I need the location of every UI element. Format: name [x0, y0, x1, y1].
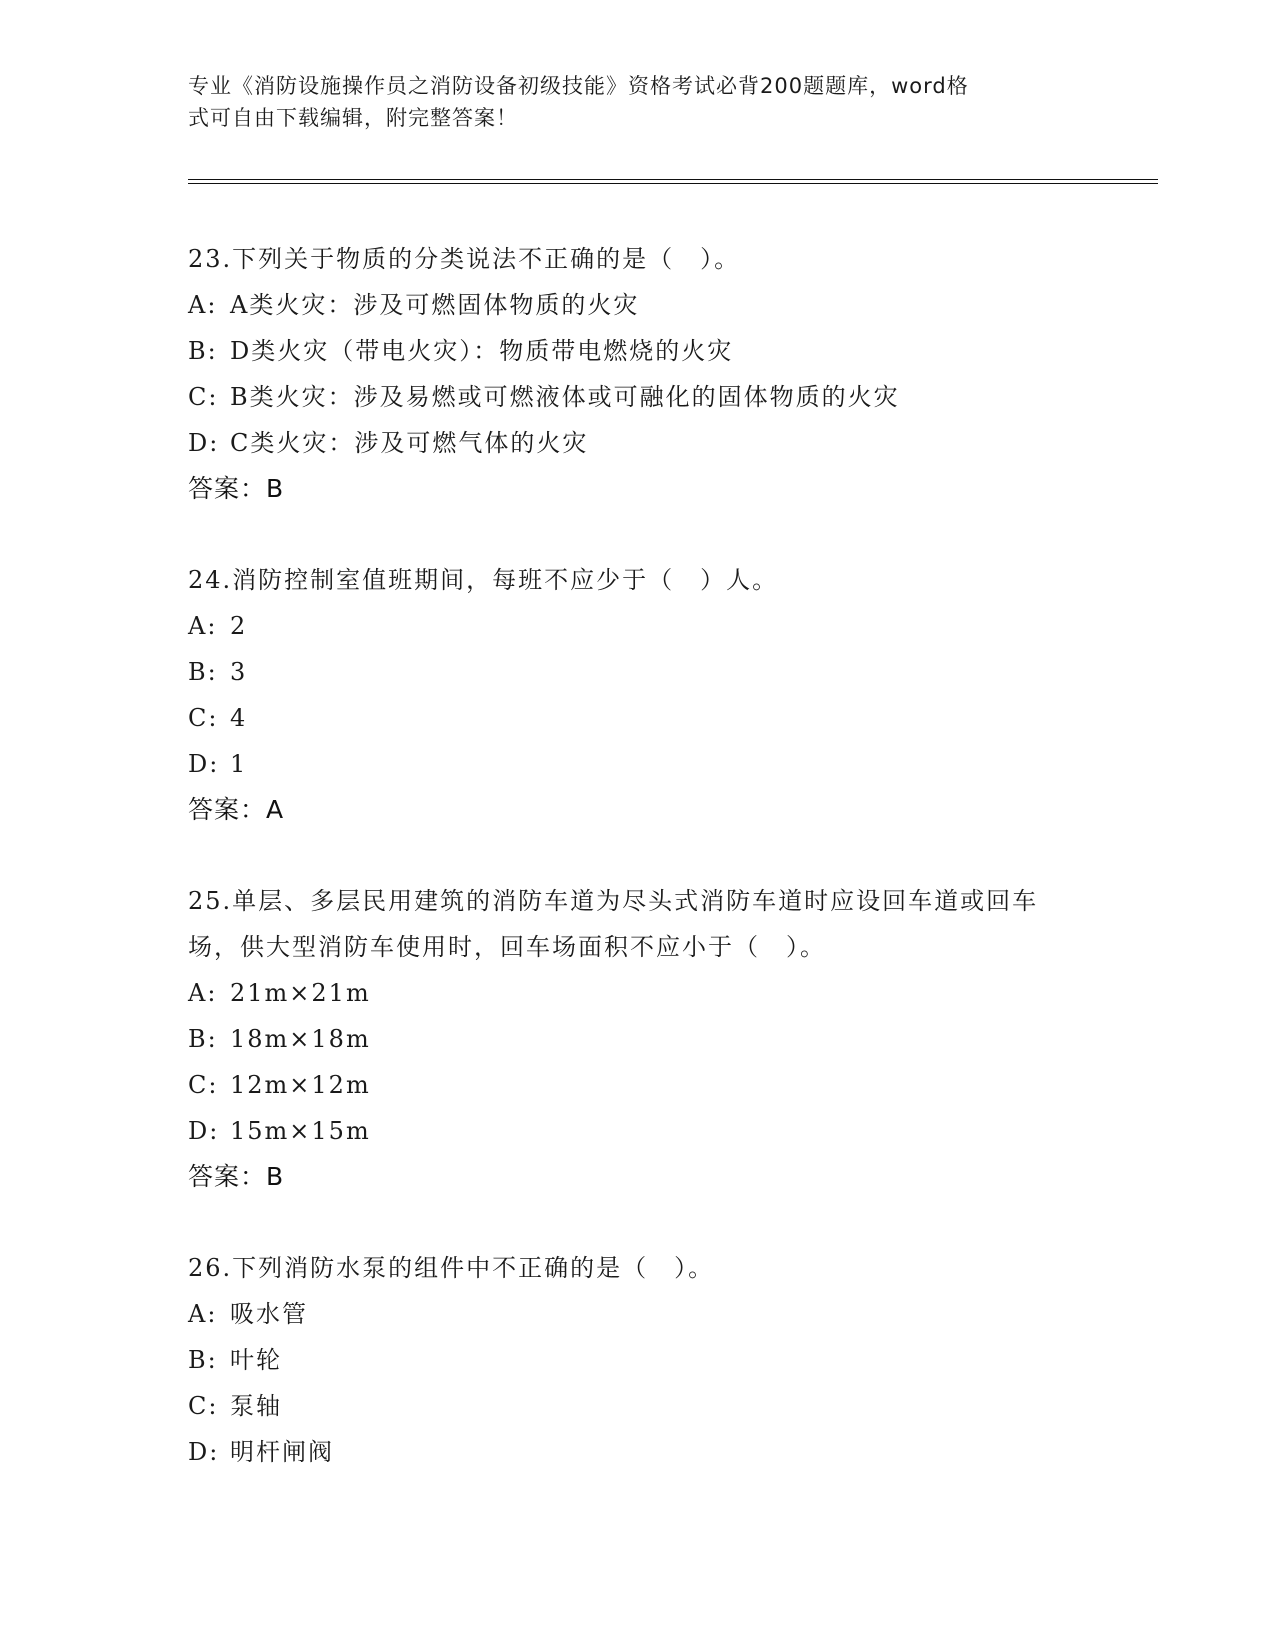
option-label: D: [188, 750, 220, 778]
question-stem: 23.下列关于物质的分类说法不正确的是（ ）。 [188, 245, 741, 273]
option-text: 21m×21m [230, 979, 371, 1007]
option-text: 明杆闸阀 [230, 1438, 334, 1466]
option-label: B: [188, 1025, 218, 1053]
option-text: 15m×15m [230, 1117, 371, 1145]
option-text: 泵轴 [230, 1392, 282, 1420]
option-text: 3 [230, 658, 248, 686]
option-label: A: [188, 291, 218, 319]
answer-line: 答案：B [188, 1162, 285, 1191]
option-label: D: [188, 1117, 220, 1145]
option-label: D: [188, 429, 220, 457]
option-b [188, 1016, 1108, 1062]
option-label: A: [188, 612, 218, 640]
header-line-2: 式可自由下载编辑，附完整答案！ [188, 106, 518, 130]
option-text: 4 [230, 704, 248, 732]
option-c [188, 695, 1108, 741]
option-text: A类火灾：涉及可燃固体物质的火灾 [230, 291, 640, 319]
option-label: B: [188, 658, 218, 686]
option-b [188, 1337, 1108, 1383]
header-double-rule [188, 179, 1158, 184]
question-stem: 26.下列消防水泵的组件中不正确的是（ ）。 [188, 1254, 715, 1282]
option-text: D类火灾（带电火灾）：物质带电燃烧的火灾 [230, 337, 734, 365]
question-25 [188, 878, 1108, 1200]
option-a [188, 1291, 1108, 1337]
question-stem: 24.消防控制室值班期间，每班不应少于（ ）人。 [188, 566, 779, 594]
option-text: 1 [230, 750, 248, 778]
option-text: 12m×12m [230, 1071, 371, 1099]
option-c [188, 1062, 1108, 1108]
option-b [188, 328, 1108, 374]
option-label: B: [188, 337, 218, 365]
option-label: D: [188, 1438, 220, 1466]
option-a [188, 970, 1108, 1016]
option-text: 2 [230, 612, 248, 640]
option-b [188, 649, 1108, 695]
option-text: 18m×18m [230, 1025, 371, 1053]
option-label: B: [188, 1346, 218, 1374]
option-a [188, 603, 1108, 649]
option-d [188, 741, 1108, 787]
option-label: C: [188, 704, 219, 732]
option-d [188, 1108, 1108, 1154]
option-a [188, 282, 1108, 328]
header-line-1: 专业《消防设施操作员之消防设备初级技能》资格考试必背200题题库，word格 [188, 74, 969, 98]
option-d [188, 420, 1108, 466]
answer-line: 答案：A [188, 795, 285, 824]
answer-line: 答案：B [188, 474, 285, 503]
option-c [188, 374, 1108, 420]
option-label: C: [188, 383, 219, 411]
option-text: C类火灾：涉及可燃气体的火灾 [230, 429, 589, 457]
question-list [188, 236, 1108, 1520]
option-text: 吸水管 [230, 1300, 308, 1328]
option-text: 叶轮 [230, 1346, 282, 1374]
option-c [188, 1383, 1108, 1429]
option-d [188, 1429, 1108, 1475]
question-24 [188, 557, 1108, 833]
question-23 [188, 236, 1108, 512]
question-stem: 25.单层、多层民用建筑的消防车道为尽头式消防车道时应设回车道或回车场，供大型消防车使用时，回车场面积不应小于（ ）。 [188, 887, 1039, 961]
option-label: A: [188, 1300, 218, 1328]
option-label: C: [188, 1392, 219, 1420]
document-header [188, 70, 1068, 134]
question-26 [188, 1245, 1108, 1475]
option-label: C: [188, 1071, 219, 1099]
option-label: A: [188, 979, 218, 1007]
option-text: B类火灾：涉及易燃或可燃液体或可融化的固体物质的火灾 [230, 383, 900, 411]
